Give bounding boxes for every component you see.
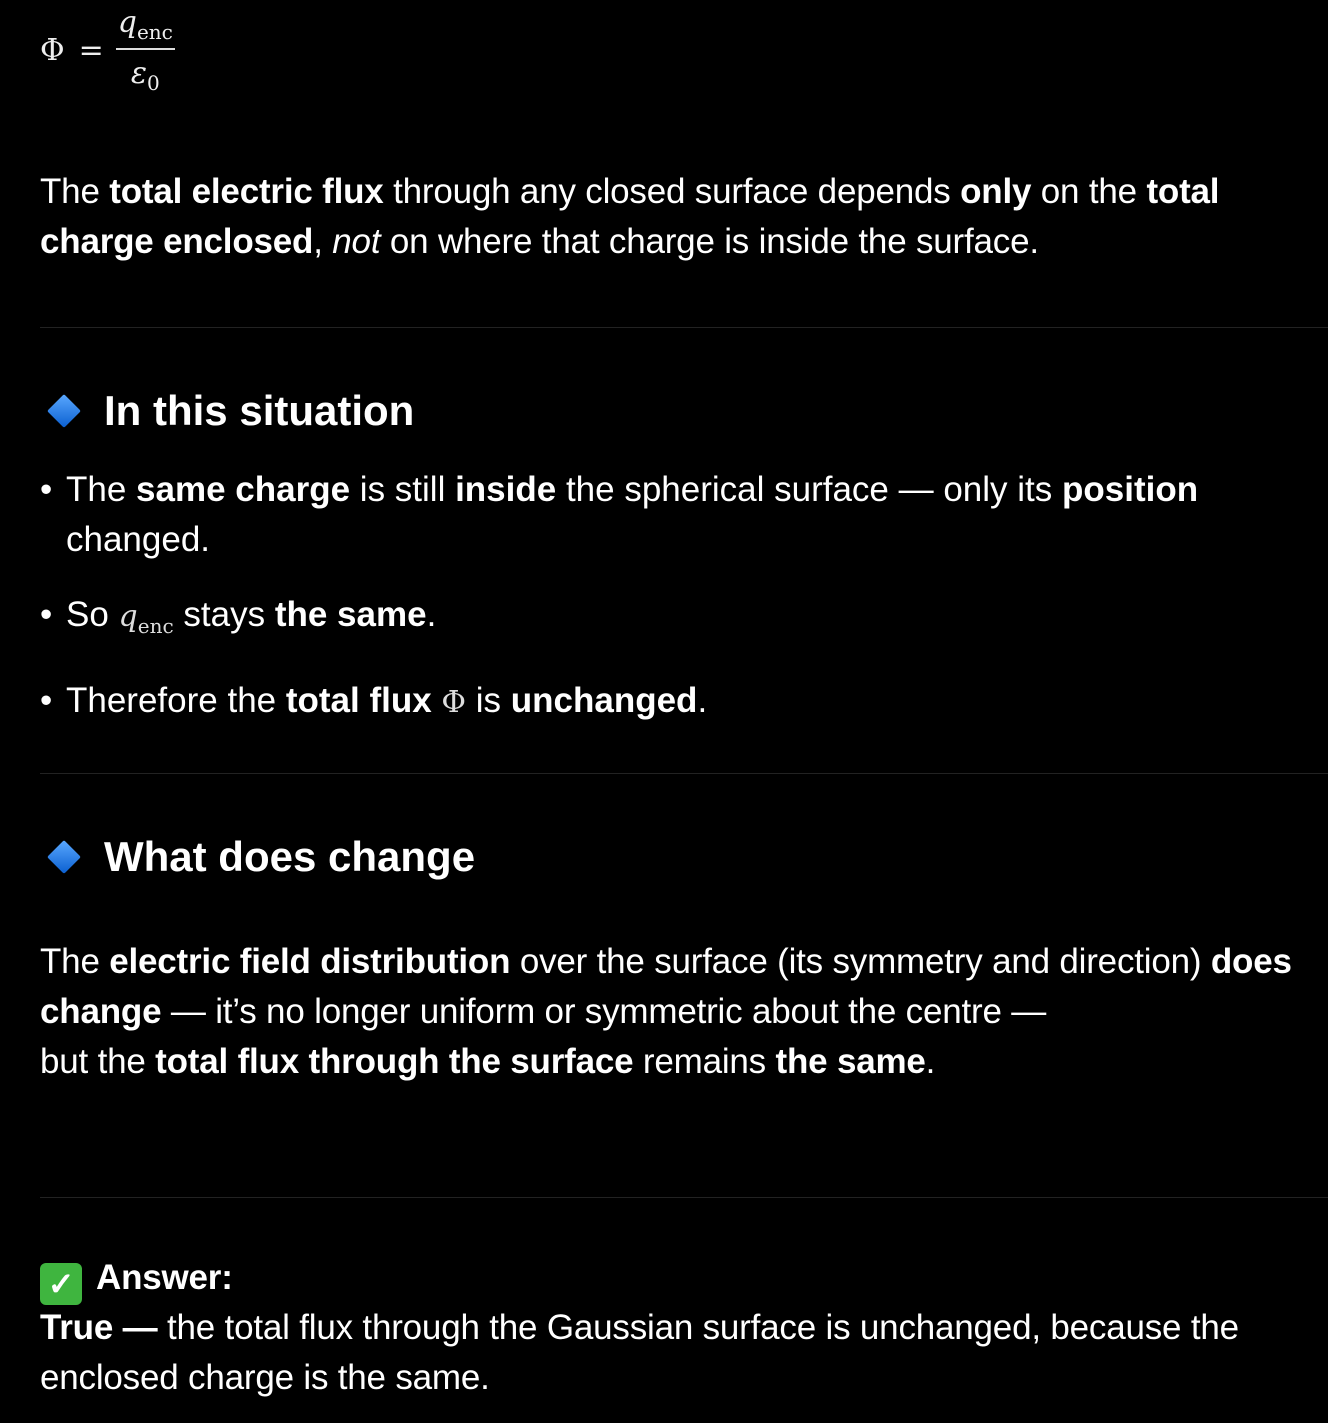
text: the total flux through the Gaussian surface is unchanged, because the enclosed charge is the same. [40,1308,1239,1397]
check-mark-icon: ✓ [40,1263,82,1305]
blue-diamond-icon [47,840,81,874]
bold-text: only [960,172,1032,211]
text: on where that charge is inside the surface. [380,222,1039,261]
italic-text: not [332,222,381,261]
text: The [40,942,110,981]
text: stays [173,595,275,634]
enc-subscript: enc [136,20,173,44]
text: is still [350,470,456,509]
text: over the surface (its symmetry and direction) [510,942,1211,981]
equals-sign: = [78,32,104,68]
text: The [40,172,110,211]
text: So [66,595,119,634]
section-heading-situation [48,386,414,436]
section-heading-change [48,832,475,882]
answer-paragraph [40,1303,1304,1403]
bold-text: same charge [136,470,351,509]
text: remains [633,1042,776,1081]
math-symbol: Φ [441,685,467,720]
bold-text: does change [40,942,1292,1031]
divider [40,327,1328,328]
situation-bullets [40,465,1304,753]
math-subscript: enc [137,614,174,638]
text: — it’s no longer uniform or symmetric about the centre — [161,992,1047,1031]
bold-text: total flux [285,681,432,720]
denominator [131,50,160,95]
list-item [40,590,1304,651]
bold-text: electric field distribution [109,942,511,981]
text: but the [40,1042,156,1081]
text: . [426,595,437,634]
divider [40,773,1328,774]
q-symbol: q [117,5,137,40]
answer-heading [40,1253,1304,1305]
divider [40,1197,1328,1198]
intro-paragraph [40,167,1304,267]
bold-text: inside [455,470,557,509]
text: the spherical surface — only its [556,470,1062,509]
bold-text: total flux through the surface [155,1042,634,1081]
text: changed. [66,520,211,559]
text: is [466,681,511,720]
text: on the [1031,172,1147,211]
bold-text: the same [775,1042,926,1081]
bold-text: the same [274,595,427,634]
bold-text: total charge enclosed [40,172,1220,261]
math-symbol: $q_{enc}$ [118,599,174,638]
epsilon-symbol: ε [130,56,147,91]
text: through any closed surface depends [383,172,961,211]
bold-text: unchanged [510,681,698,720]
list-item [40,676,1304,728]
list-item [40,465,1304,565]
text: The [66,470,137,509]
flux-symbol: Φ [40,32,65,68]
section-title: In this situation [104,387,415,434]
fraction [116,5,175,95]
change-paragraph [40,937,1304,1087]
text: . [697,681,708,720]
bold-text: position [1062,470,1199,509]
text: , [313,222,333,261]
bold-text: True — [40,1308,158,1347]
numerator [116,5,175,50]
gauss-law-formula [40,4,175,96]
text [432,681,442,720]
section-title: What does change [104,833,476,880]
bold-text: total electric flux [109,172,384,211]
text: . [925,1042,936,1081]
answer-label: Answer: [96,1258,233,1297]
blue-diamond-icon [47,394,81,428]
zero-subscript: 0 [147,71,160,95]
text: Therefore the [66,681,286,720]
